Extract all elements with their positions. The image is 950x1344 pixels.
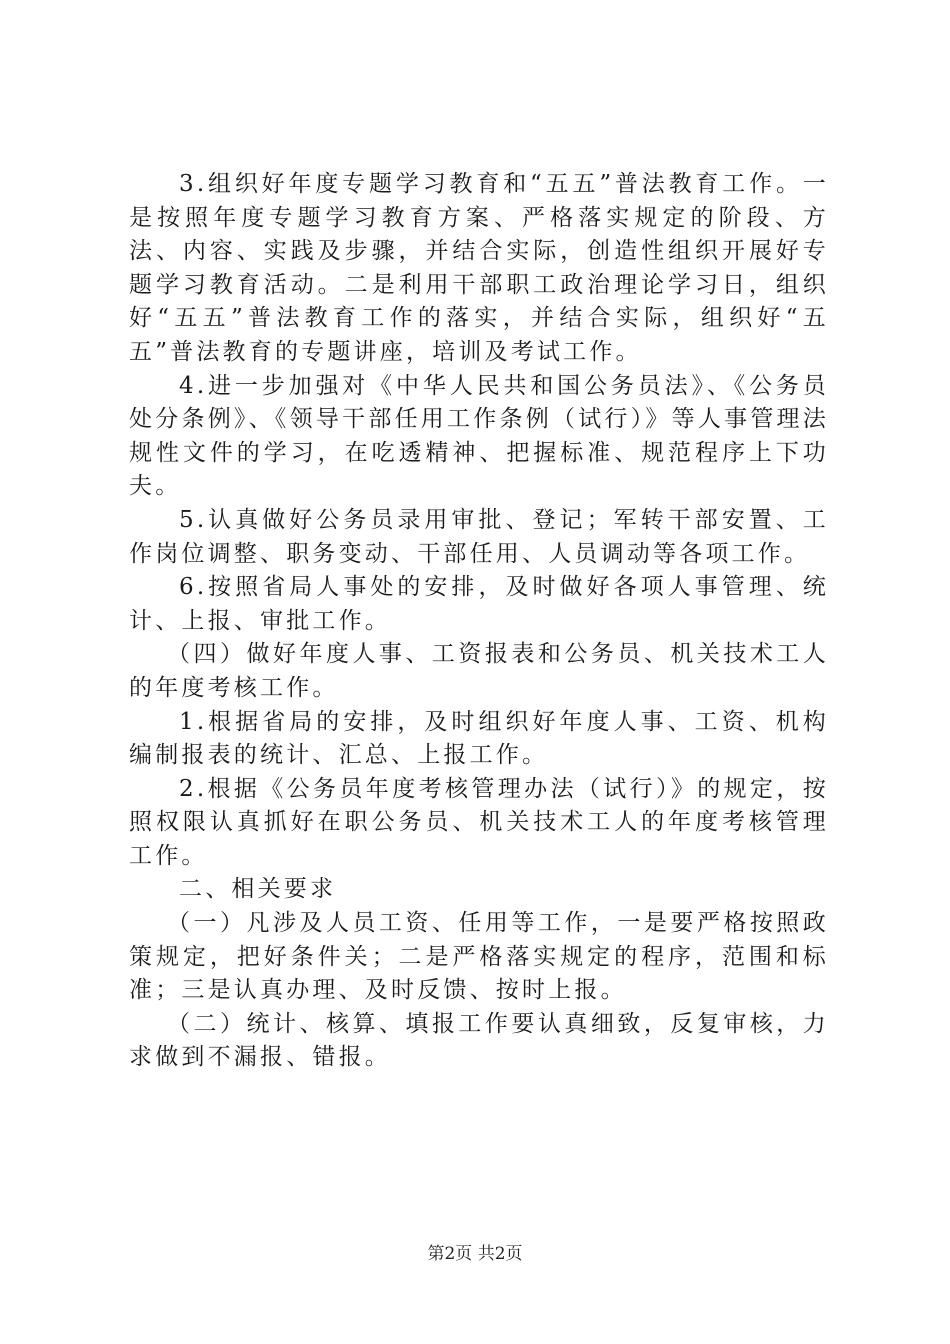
paragraph-item-1: 1.根据省局的安排，及时组织好年度人事、工资、机构编制报表的统计、汇总、上报工作。 bbox=[129, 708, 829, 769]
paragraph-item-6: 6.按照省局人事处的安排，及时做好各项人事管理、统计、上报、审批工作。 bbox=[129, 574, 829, 634]
paragraph-item-5: 5.认真做好公务员录用审批、登记；军转干部安置、工作岗位调整、职务变动、干部任用、人员调动等各项工作。 bbox=[129, 506, 829, 567]
paragraph-item-2: 2.根据《公务员年度考核管理办法（试行）》的规定，按照权限认真抓好在职公务员、机关技术工人的年度考核管理工作。 bbox=[129, 775, 829, 869]
requirement-2: （二）统计、核算、填报工作要认真细致，反复审核，力求做到不漏报、错报。 bbox=[129, 1010, 829, 1071]
section-heading-4: （四）做好年度人事、工资报表和公务员、机关技术工人的年度考核工作。 bbox=[129, 641, 829, 701]
section-heading-requirements: 二、相关要求 bbox=[179, 876, 337, 903]
page-number-label: 第2页 共2页 bbox=[427, 1244, 523, 1264]
document-body bbox=[129, 168, 829, 1075]
page-footer bbox=[0, 1243, 950, 1265]
paragraph-item-4: 4.进一步加强对《中华人民共和国公务员法》、《公务员处分条例》、《领导干部任用工作条例（试行）》等人事管理法规性文件的学习，在吃透精神、把握标准、规范程序上下功夫。 bbox=[129, 372, 829, 500]
paragraph-item-3: 3.组织好年度专题学习教育和“五五”普法教育工作。一是按照年度专题学习教育方案、严格落实规定的阶段、方法、内容、实践及步骤，并结合实际，创造性组织开展好专题学习教育活动。二是利用干部职工政治理论学习日，组织好“五五”普法教育工作的落实，并结合实际，组织好“五五”普法教育的专题讲座，培训及考试工作。 bbox=[129, 171, 829, 365]
requirement-1: （一）凡涉及人员工资、任用等工作，一是要严格按照政策规定，把好条件关；二是严格落实规定的程序，范围和标准；三是认真办理、及时反馈、按时上报。 bbox=[129, 910, 829, 1004]
